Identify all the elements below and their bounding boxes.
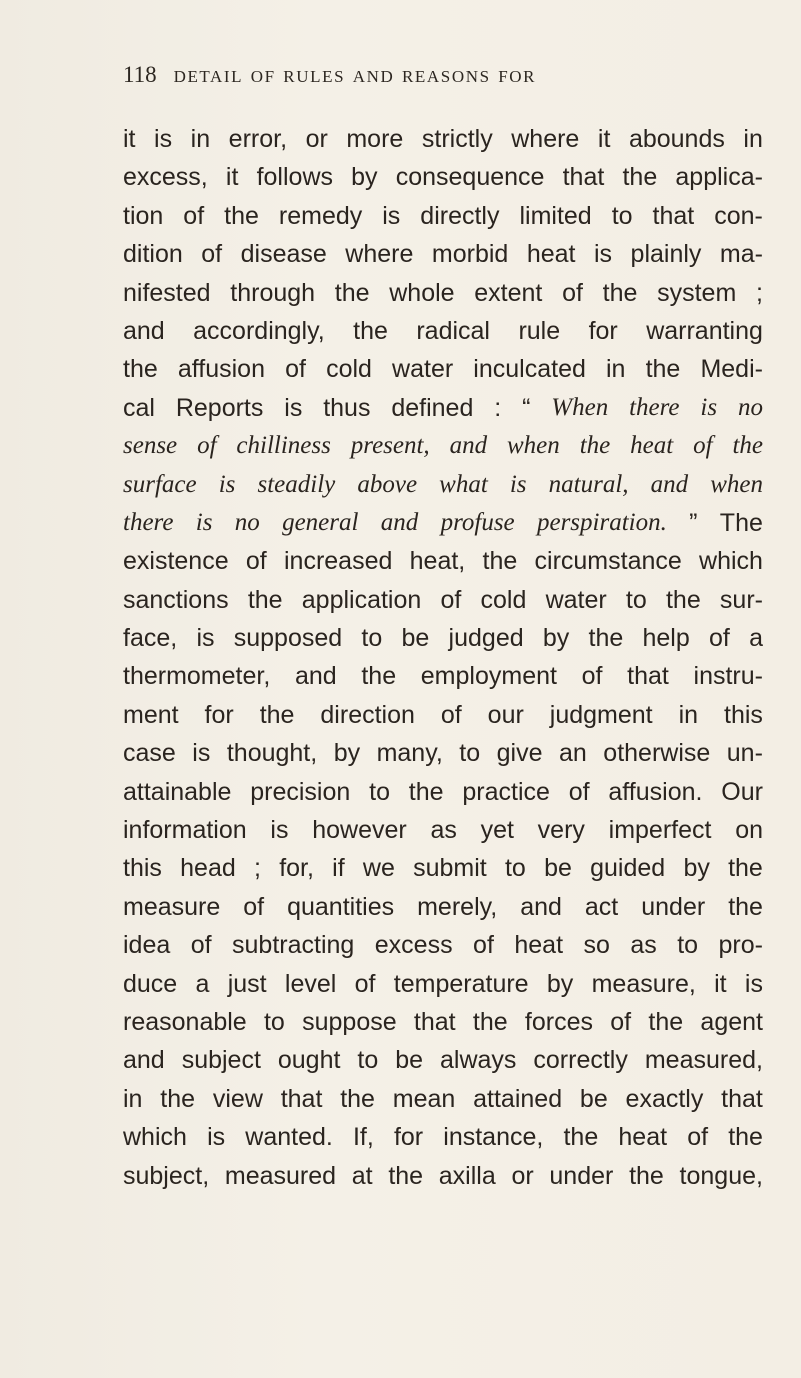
word: we <box>362 854 395 883</box>
word: it <box>123 125 136 153</box>
word: rule <box>518 316 561 345</box>
word: yet <box>480 816 514 845</box>
word: where <box>511 125 580 153</box>
word: it <box>225 163 239 192</box>
word: to <box>459 739 481 768</box>
word: is <box>196 624 215 653</box>
word: ; <box>756 278 763 307</box>
word: directly <box>420 201 500 230</box>
word: or <box>511 1161 534 1190</box>
word: correctly <box>533 1046 628 1075</box>
word: face, <box>123 624 178 653</box>
word: heat, <box>409 547 466 576</box>
word: cal <box>123 393 155 422</box>
word: be <box>395 1046 424 1075</box>
word: by <box>542 624 570 653</box>
word: axilla <box>438 1161 496 1190</box>
word: the <box>588 624 624 653</box>
text-line <box>123 1003 763 1041</box>
word: circumstance <box>534 547 682 576</box>
word: forces <box>524 1007 593 1036</box>
word: to <box>625 585 647 614</box>
word: which <box>123 1123 187 1152</box>
italic-word: what <box>439 470 488 498</box>
text-line <box>123 657 763 695</box>
word: that <box>280 1084 323 1113</box>
word: is <box>192 739 211 768</box>
italic-word: perspiration. <box>536 508 667 536</box>
word: under <box>641 892 706 921</box>
word: merely, <box>417 892 498 921</box>
word: help <box>642 624 690 653</box>
word: the <box>728 1123 763 1152</box>
word: judgment <box>549 700 653 729</box>
italic-word: no <box>234 508 260 536</box>
word: subtracting <box>232 931 355 960</box>
word: as <box>430 816 457 845</box>
word: system <box>657 278 737 307</box>
word: the <box>388 1161 424 1190</box>
word: is <box>154 125 173 153</box>
word: attainable <box>123 777 232 806</box>
word: of <box>201 240 223 269</box>
text-line <box>123 120 763 158</box>
word: tongue, <box>679 1161 763 1190</box>
italic-word: and <box>650 470 689 498</box>
word: which <box>699 547 763 576</box>
italic-word: above <box>357 470 418 498</box>
text-line <box>123 773 763 811</box>
text-line <box>123 926 763 964</box>
word: strictly <box>421 125 493 153</box>
word: supposed <box>233 624 343 653</box>
word: exactly <box>625 1084 704 1113</box>
word: thermometer, <box>123 662 271 691</box>
word: by <box>683 854 710 883</box>
word: in <box>678 700 699 729</box>
word: view <box>212 1084 263 1113</box>
word: cold <box>326 355 372 384</box>
italic-word: when <box>710 470 763 498</box>
word: the <box>334 278 370 307</box>
word: by <box>546 969 574 998</box>
italic-word: is <box>218 470 236 498</box>
word: attained <box>473 1084 563 1113</box>
word: this <box>123 854 162 883</box>
word: for <box>588 316 618 345</box>
italic-word: general <box>282 508 359 536</box>
word: that <box>627 662 669 691</box>
word: in <box>123 1084 143 1113</box>
italic-word: and <box>449 432 488 460</box>
word: defined <box>391 393 474 422</box>
word: act <box>584 892 619 921</box>
word: sanctions <box>123 585 229 614</box>
word: be <box>579 1084 608 1113</box>
word: precision <box>250 777 351 806</box>
word: to <box>263 1007 285 1036</box>
word: just <box>227 969 267 998</box>
word: through <box>230 278 316 307</box>
running-head-title: detail of rules and reasons for <box>173 62 537 88</box>
word: heat <box>618 1123 668 1152</box>
word: for, <box>279 854 314 883</box>
word: of <box>354 969 376 998</box>
word: of <box>687 1123 709 1152</box>
word: to <box>504 854 526 883</box>
word: measure <box>123 892 221 921</box>
word: of <box>709 624 730 653</box>
italic-word: no <box>737 393 763 421</box>
italic-word: heat <box>630 432 674 460</box>
word: and <box>520 892 562 921</box>
word: pro- <box>718 931 763 960</box>
italic-word: is <box>700 393 718 421</box>
text-line <box>123 1080 763 1118</box>
word: dition <box>123 240 183 269</box>
word: that <box>652 201 695 230</box>
word: the <box>340 1084 375 1113</box>
text-line <box>123 1157 763 1195</box>
word: consequence <box>395 163 545 192</box>
text-line <box>123 696 763 734</box>
word: “ <box>522 393 531 422</box>
word: disease <box>240 240 327 269</box>
word: to <box>357 1046 379 1075</box>
italic-word: and <box>380 508 419 536</box>
word: water <box>545 585 607 614</box>
word: it <box>714 969 727 998</box>
italic-word: steadily <box>257 470 336 498</box>
word: of <box>473 931 494 960</box>
word: wanted. <box>245 1123 333 1152</box>
italic-word: there <box>629 393 680 421</box>
text-line <box>123 274 763 312</box>
word: a <box>195 969 210 998</box>
word: affusion. <box>608 777 703 806</box>
word: idea <box>123 931 171 960</box>
word: to <box>611 201 633 230</box>
word: accordingly, <box>193 316 325 345</box>
text-line <box>123 389 763 427</box>
word: so <box>583 931 610 960</box>
word: this <box>724 700 763 729</box>
word: the <box>563 1123 599 1152</box>
word: existence <box>123 547 229 576</box>
word: head <box>180 854 236 883</box>
word: whole <box>389 278 455 307</box>
word: Reports <box>175 393 264 422</box>
word: duce <box>123 969 178 998</box>
word: the <box>482 547 518 576</box>
word: cold <box>480 585 527 614</box>
word: Medi- <box>700 355 763 384</box>
word: of <box>190 931 212 960</box>
word: instru- <box>693 662 763 691</box>
word: the <box>361 662 397 691</box>
word: always <box>440 1046 517 1075</box>
italic-word: sense <box>123 432 178 460</box>
word: or <box>305 125 328 153</box>
word: extent <box>474 278 543 307</box>
body-text <box>123 120 763 1195</box>
word: ; <box>254 854 261 883</box>
word: it <box>597 125 611 153</box>
italic-word: is <box>195 508 213 536</box>
word: the <box>160 1084 196 1113</box>
text-line <box>123 504 763 542</box>
word: to <box>677 931 699 960</box>
word: employment <box>420 662 557 691</box>
word: imperfect <box>608 816 712 845</box>
word: more <box>346 125 404 153</box>
text-line <box>123 849 763 887</box>
word: remedy <box>278 201 363 230</box>
word: give <box>496 739 543 768</box>
word: if <box>332 854 345 883</box>
text-line <box>123 542 763 580</box>
word: measured, <box>644 1046 763 1075</box>
italic-word: there <box>123 508 174 536</box>
word: otherwise <box>603 739 711 768</box>
word: information <box>123 816 247 845</box>
italic-word: of <box>693 432 713 460</box>
word: the <box>622 163 658 192</box>
word: subject <box>181 1046 261 1075</box>
italic-word: chilliness <box>236 432 331 460</box>
word: applica- <box>675 163 763 192</box>
word: case <box>123 739 176 768</box>
word: the <box>728 892 763 921</box>
word: : <box>494 393 502 422</box>
word: ma- <box>719 240 763 269</box>
word: in <box>190 125 211 153</box>
word: the <box>353 316 388 345</box>
text-line <box>123 1118 763 1156</box>
text-line <box>123 734 763 772</box>
word: judged <box>448 624 524 653</box>
word: mean <box>392 1084 456 1113</box>
word: suppose <box>302 1007 397 1036</box>
word: in <box>605 355 626 384</box>
word: temperature <box>393 969 529 998</box>
word: of <box>245 547 267 576</box>
word: of <box>440 700 462 729</box>
word: is <box>270 816 289 845</box>
italic-word: when <box>507 432 560 460</box>
word: of <box>183 201 205 230</box>
text-line <box>123 888 763 926</box>
word: heat <box>514 931 564 960</box>
text-line <box>123 965 763 1003</box>
italic-word: profuse <box>440 508 515 536</box>
word: increased <box>283 547 393 576</box>
word: the <box>123 355 158 384</box>
word: affusion <box>177 355 265 384</box>
word: sur- <box>719 585 763 614</box>
page-number: 118 <box>123 62 157 87</box>
word: our <box>487 700 524 729</box>
word: at <box>351 1161 373 1190</box>
word: abounds <box>628 125 725 153</box>
word: and <box>123 316 165 345</box>
word: to <box>361 624 383 653</box>
word: ” <box>689 508 698 537</box>
word: un- <box>726 739 763 768</box>
italic-word: present, <box>350 432 430 460</box>
word: of <box>562 278 583 307</box>
word: the <box>602 278 638 307</box>
word: the <box>247 585 283 614</box>
word: the <box>645 355 681 384</box>
word: be <box>401 624 430 653</box>
word: very <box>537 816 585 845</box>
word: submit <box>413 854 487 883</box>
word: heat <box>526 240 576 269</box>
italic-word: of <box>197 432 217 460</box>
word: of <box>440 585 462 614</box>
word: level <box>284 969 337 998</box>
italic-word: When <box>551 393 609 421</box>
word: water <box>392 355 454 384</box>
word: is <box>207 1123 226 1152</box>
word: subject, <box>123 1161 210 1190</box>
word: practice <box>462 777 550 806</box>
word: of <box>581 662 603 691</box>
word: however <box>312 816 407 845</box>
word: the <box>728 854 763 883</box>
text-line <box>123 427 763 465</box>
text-line <box>123 235 763 273</box>
word: warranting <box>646 316 763 345</box>
word: that <box>413 1007 456 1036</box>
text-line <box>123 197 763 235</box>
italic-word: is <box>509 470 527 498</box>
word: the <box>408 777 444 806</box>
word: an <box>559 739 587 768</box>
running-head <box>123 62 763 89</box>
word: is <box>593 240 613 269</box>
word: instance, <box>443 1123 544 1152</box>
word: by <box>333 739 361 768</box>
text-line <box>123 466 763 504</box>
word: that <box>562 163 605 192</box>
word: radical <box>416 316 490 345</box>
italic-word: surface <box>123 470 197 498</box>
word: The <box>719 508 763 537</box>
word: direction <box>320 700 415 729</box>
word: limited <box>519 201 592 230</box>
word: follows <box>256 163 333 192</box>
word: tion <box>123 201 164 230</box>
word: If, <box>352 1123 374 1152</box>
word: the <box>648 1007 684 1036</box>
word: for <box>393 1123 424 1152</box>
word: reasonable <box>123 1007 247 1036</box>
word: inculcated <box>473 355 586 384</box>
word: the <box>259 700 295 729</box>
word: in <box>743 125 763 153</box>
word: of <box>610 1007 632 1036</box>
word: ment <box>123 700 179 729</box>
word: nifested <box>123 278 211 307</box>
word: plainly <box>630 240 702 269</box>
word: agent <box>700 1007 763 1036</box>
text-line <box>123 158 763 196</box>
italic-word: the <box>579 432 611 460</box>
word: on <box>735 816 763 845</box>
word: ought <box>277 1046 341 1075</box>
word: of <box>568 777 590 806</box>
word: is <box>382 201 401 230</box>
text-line <box>123 312 763 350</box>
word: is <box>744 969 763 998</box>
word: the <box>472 1007 508 1036</box>
text-line <box>123 350 763 388</box>
word: of <box>285 355 306 384</box>
text-line <box>123 1041 763 1079</box>
word: quantities <box>287 892 395 921</box>
word: excess <box>374 931 453 960</box>
word: to <box>369 777 390 806</box>
word: the <box>224 201 259 230</box>
word: thus <box>323 393 371 422</box>
word: for <box>204 700 234 729</box>
word: Our <box>721 777 763 806</box>
word: the <box>629 1161 664 1190</box>
word: error, <box>228 125 288 153</box>
text-line <box>123 619 763 657</box>
word: and <box>123 1046 165 1075</box>
word: the <box>665 585 701 614</box>
word: by <box>351 163 378 192</box>
word: under <box>549 1161 614 1190</box>
word: con- <box>714 201 763 230</box>
text-line <box>123 811 763 849</box>
word: excess, <box>123 163 208 192</box>
italic-word: natural, <box>548 470 629 498</box>
word: where <box>345 240 414 269</box>
word: and <box>294 662 337 691</box>
word: measured <box>224 1161 337 1190</box>
word: as <box>630 931 657 960</box>
word: many, <box>376 739 443 768</box>
word: thought, <box>226 739 318 768</box>
text-line <box>123 581 763 619</box>
word: measure, <box>591 969 696 998</box>
word: is <box>284 393 303 422</box>
word: application <box>301 585 422 614</box>
word: guided <box>590 854 666 883</box>
word: that <box>721 1084 763 1113</box>
italic-word: the <box>732 432 763 460</box>
word: morbid <box>431 240 509 269</box>
word: of <box>243 892 265 921</box>
word: be <box>544 854 572 883</box>
word: a <box>749 624 763 653</box>
